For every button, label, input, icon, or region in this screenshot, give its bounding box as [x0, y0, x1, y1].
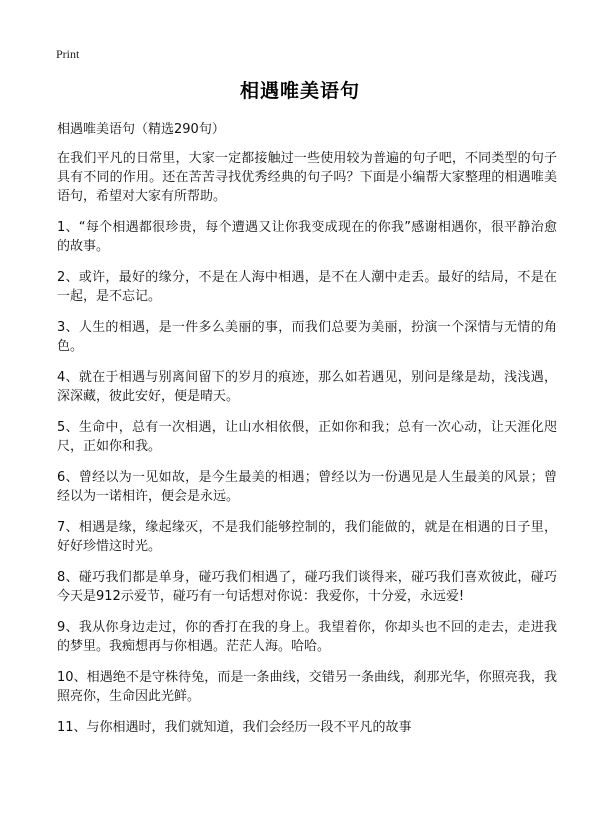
list-item: 1、“每个相遇都很珍贵，每个遭遇又让你我变成现在的你我”感谢相遇你，很平静治愈的故事。 — [57, 220, 557, 254]
list-item: 4、就在于相遇与别离间留下的岁月的痕迹，那么如若遇见，别问是缘是劫，浅浅遇，深深藏，彼此安好，便是晴天。 — [57, 370, 557, 404]
list-item: 8、碰巧我们都是单身，碰巧我们相遇了，碰巧我们谈得来，碰巧我们喜欢彼此，碰巧今天是912示爱节，碰巧有一句话想对你说：我爱你，十分爱，永远爱! — [57, 570, 557, 604]
list-item: 9、我从你身边走过，你的香打在我的身上。我望着你，你却头也不回的走去，走进我的梦里。我痴想再与你相遇。茫茫人海。哈哈。 — [57, 620, 557, 654]
list-item: 6、曾经以为一见如故，是今生最美的相遇；曾经以为一份遇见是人生最美的风景；曾经以为一诺相许，便会是永远。 — [57, 470, 557, 504]
article-body — [57, 149, 557, 749]
list-item: 10、相遇绝不是守株待兔，而是一条曲线，交错另一条曲线，刹那光华，你照亮我，我照亮你，生命因此光鲜。 — [57, 670, 557, 704]
list-item: 2、或许，最好的缘分，不是在人海中相遇，是不在人潮中走丢。最好的结局，不是在一起，是不忘记。 — [57, 270, 557, 304]
print-link[interactable]: Print — [56, 47, 80, 61]
list-item: 7、相遇是缘，缘起缘灭，不是我们能够控制的，我们能做的，就是在相遇的日子里，好好珍惜这时光。 — [57, 520, 557, 554]
page-subtitle: 相遇唯美语句（精选290句） — [57, 122, 225, 137]
list-item: 5、生命中，总有一次相遇，让山水相依偎，正如你和我；总有一次心动，让天涯化咫尺，正如你和我。 — [57, 420, 557, 454]
intro-paragraph: 在我们平凡的日常里，大家一定都接触过一些使用较为普遍的句子吧，不同类型的句子具有不同的作用。还在苦苦寻找优秀经典的句子吗？下面是小编帮大家整理的相遇唯美语句，希望对大家有所帮助。 — [57, 151, 557, 204]
list-item: 3、人生的相遇，是一件多么美丽的事，而我们总要为美丽，扮演一个深情与无情的角色。 — [57, 320, 557, 354]
page-title: 相遇唯美语句 — [239, 80, 360, 102]
list-item: 11、与你相遇时，我们就知道，我们会经历一段不平凡的故事 — [57, 720, 412, 735]
